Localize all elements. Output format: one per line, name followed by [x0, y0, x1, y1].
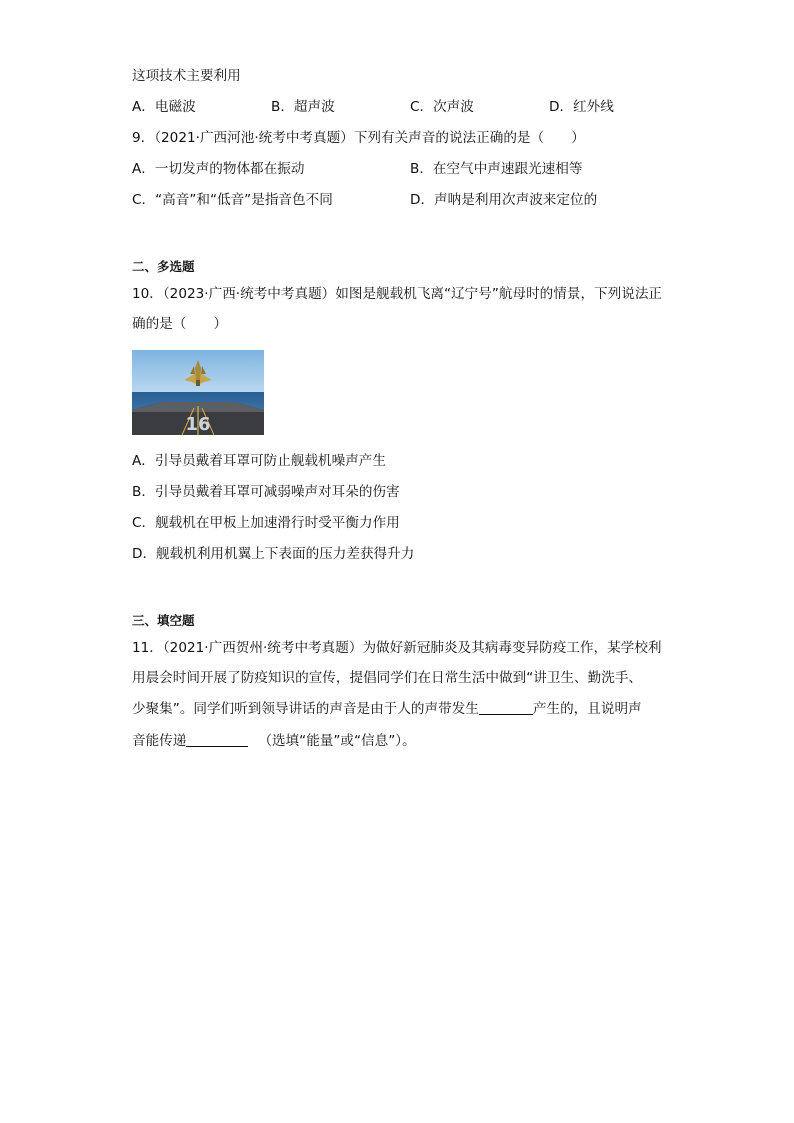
q10-option-b: B．引导员戴着耳罩可减弱噪声对耳朵的伤害 [132, 484, 400, 500]
q11-line4 [132, 731, 416, 751]
q10-stem-line1: 10．（2023·广西·统考中考真题）如图是舰载机飞离“辽宁号”航母时的情景，下列说法正 [132, 286, 663, 302]
answer-blank-1[interactable] [479, 700, 533, 715]
q11-line3 [132, 699, 642, 719]
q10-stem-line2: 确的是（ ） [132, 316, 228, 332]
q8-option-c: C．次声波 [410, 99, 474, 115]
q11-line4-before: 音能传递 [132, 733, 187, 749]
q9-option-c: C．“高音”和“低音”是指音色不同 [132, 192, 333, 208]
q11-line3-after: 产生的，且说明声 [532, 701, 642, 717]
q10-option-c: C．舰载机在甲板上加速滑行时受平衡力作用 [132, 515, 400, 531]
section-title-fill-in: 三、填空题 [132, 613, 195, 628]
q8-option-d: D．红外线 [549, 99, 614, 115]
q8-option-a: A．电磁波 [132, 99, 196, 115]
q9-option-a: A．一切发声的物体都在振动 [132, 161, 305, 177]
answer-blank-2[interactable] [186, 732, 248, 747]
deck-number: 16 [185, 414, 211, 435]
q11-line1: 11．（2021·广西贺州·统考中考真题）为做好新冠肺炎及其病毒变异防疫工作，某学校利 [132, 640, 662, 656]
q9-option-b: B．在空气中声速跟光速相等 [410, 161, 583, 177]
q11-line2: 用晨会时间开展了防疫知识的宣传，提倡同学们在日常生活中做到“讲卫生、勤洗手、 [132, 670, 643, 686]
q9-stem: 9．（2021·广西河池·统考中考真题）下列有关声音的说法正确的是（ ） [132, 130, 585, 146]
q11-line4-after: （选填“能量”或“信息”）。 [258, 733, 416, 749]
q11-line3-before: 少聚集”。同学们听到领导讲话的声音是由于人的声带发生 [132, 701, 479, 717]
q9-option-d: D．声呐是利用次声波来定位的 [410, 192, 598, 208]
aircraft-carrier-photo [132, 350, 264, 435]
q10-option-d: D．舰载机利用机翼上下表面的压力差获得升力 [132, 546, 415, 562]
q8-stem-tail: 这项技术主要利用 [132, 68, 241, 84]
section-title-multiple-choice: 二、多选题 [132, 259, 195, 274]
q8-option-b: B．超声波 [271, 99, 335, 115]
q10-option-a: A．引导员戴着耳罩可防止舰载机噪声产生 [132, 453, 386, 469]
